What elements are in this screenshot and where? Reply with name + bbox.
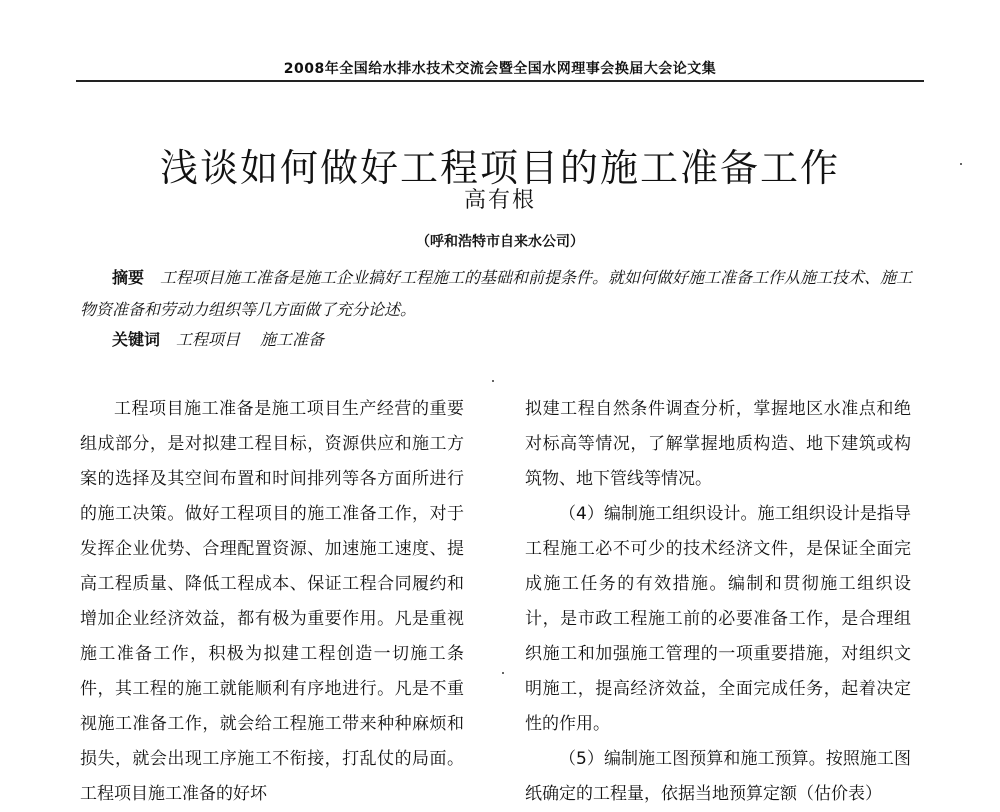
author-affiliation: （呼和浩特市自来水公司） bbox=[416, 234, 584, 250]
body-paragraph: （5）编制施工图预算和施工预算。按照施工图纸确定的工程量，依据当地预算定额（估价表） bbox=[525, 749, 911, 804]
body-paragraph: 工程项目施工准备是施工项目生产经营的重要组成部分，是对拟建工程目标，资源供应和施工方案的选择及其空间布置和时间排列等各方面所进行的施工决策。做好工程项目的施工准备工作，对于发挥企业优势、合理配置资源、加速施工速度、提高工程质量、降低工程成本、保证工程合同履约和增加企业经济效益，都有极为重要作用。凡是重视施工准备工作，积极为拟建工程创造一切施工条件，其工程的施工就能顺利有序地进行。凡是不重视施工准备工作，就会给工程施工带来种种麻烦和损失，就会出现工序施工不衔接，打乱仗的局面。工程项目施工准备的好坏 bbox=[80, 399, 464, 804]
paper-title: 浅谈如何做好工程项目的施工准备工作 bbox=[159, 146, 840, 191]
keyword-item: 施工准备 bbox=[260, 330, 325, 349]
scan-speck bbox=[502, 672, 504, 674]
author-name: 高有根 bbox=[463, 188, 536, 213]
scan-speck bbox=[492, 380, 494, 382]
running-header: 2008年全国给水排水技术交流会暨全国水网理事会换届大会论文集 bbox=[283, 61, 717, 77]
scan-speck bbox=[960, 163, 962, 165]
keyword-item: 工程项目 bbox=[176, 330, 241, 349]
header-rule bbox=[76, 80, 924, 82]
body-paragraph: 拟建工程自然条件调查分析，掌握地区水准点和绝对标高等情况，了解掌握地质构造、地下建筑或构筑物、地下管线等情况。 bbox=[525, 399, 911, 489]
abstract bbox=[80, 262, 920, 326]
body-right-column bbox=[525, 392, 911, 812]
keywords bbox=[112, 325, 912, 355]
abstract-text: 工程项目施工准备是施工企业搞好工程施工的基础和前提条件。就如何做好施工准备工作从施工技术、施工物资准备和劳动力组织等几方面做了充分论述。 bbox=[80, 268, 913, 319]
body-paragraph: （4）编制施工组织设计。施工组织设计是指导工程施工必不可少的技术经济文件，是保证全面完成施工任务的有效措施。编制和贯彻施工组织设计，是市政工程施工前的必要准备工作，是合理组织施工和加强施工管理的一项重要措施，对组织文明施工，提高经济效益，全面完成任务，起着决定性的作用。 bbox=[525, 504, 911, 734]
keywords-label: 关键词 bbox=[112, 330, 161, 349]
body-left-column bbox=[80, 392, 464, 812]
abstract-label: 摘要 bbox=[112, 268, 145, 287]
